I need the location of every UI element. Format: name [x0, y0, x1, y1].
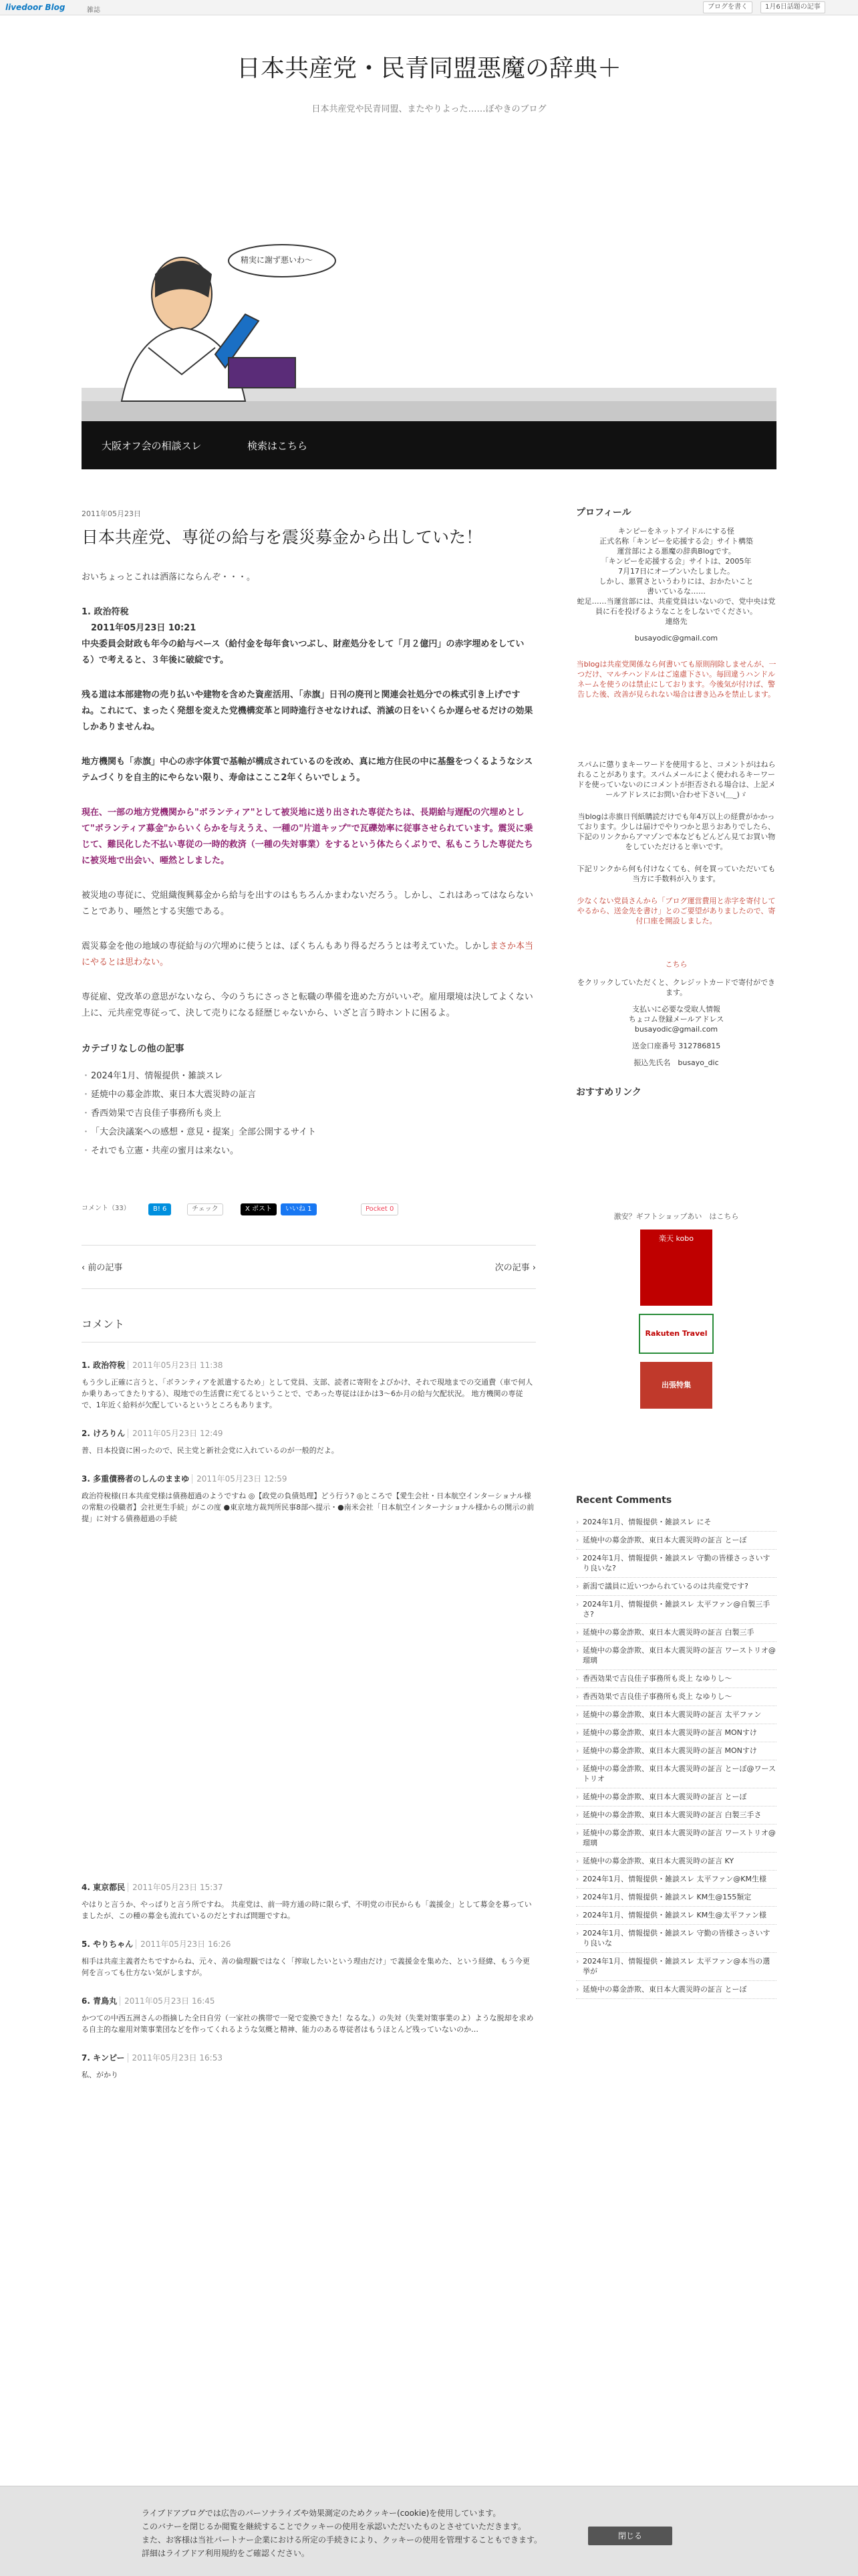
recent-comment-item[interactable]: › 延焼中の募金詐欺、東日本大震災時の証言 とーぼ@ワーストリオ	[576, 1760, 776, 1788]
check-button[interactable]: チェック	[187, 1203, 223, 1215]
related-item[interactable]: ・ 「大会決議案への感想・意見・提案」全部公開するサイト	[82, 1123, 536, 1142]
write-blog-button[interactable]: ブログを書く	[703, 1, 752, 13]
comment-author: 1. 政治符稅	[82, 1361, 126, 1370]
post-paragraph-6: 専従雇、党改革の意思がないなら、今のうちにさっさと転職の準備を進めた方がいいぞ。雇用環境は決してよくない上に、元共産党専従って、決して売りになる経歴じゃないから、いざと言う時ホントに困るよ。	[82, 992, 533, 1018]
business-trip-banner[interactable]: 出張特集	[640, 1362, 712, 1409]
recent-comment-item[interactable]: › 新潟で議員に近いつかられているのは共産党です?	[576, 1578, 776, 1596]
recent-comment-item[interactable]: › 延焼中の募金詐欺、東日本大震災時の証言 KY	[576, 1853, 776, 1871]
donation-info: 振込先氏名 busayo_dic	[633, 1058, 719, 1067]
comment-item	[82, 1360, 536, 1411]
profile-line: 書いているな……	[647, 587, 706, 596]
trending-button[interactable]: 1月6日話題の記事	[760, 1, 825, 13]
comment-text: 政治符稅様(日本共産党様は債務超過のようですね ◎【政党の負債処理】どう行う? ◎ところで【愛生会社・日本航空インターショナル様の常駐の役職者】会社更生手続」がこの度 ●東京地方裁判所民事8部へ提示・●南米会社「日本航空インターナショナル様からの開示の前提」に対する債務超過の手続	[82, 1492, 535, 1523]
profile-line: しかし、悪質さというわりには、おかたいこと	[599, 577, 754, 586]
recent-comment-item[interactable]: › 2024年1月、情報提供・雑談スレ 守勤の皆様さっさいすり良いな?	[576, 1550, 776, 1578]
comment-text: もう少し正確に言うと、「ボランティアを派遣するため」として党員、支部、読者に寄附をよびかけ、それで現地までの交通費（車で何人か乗りあってきたりする）、現地での生活費に充てるということで、であった専従はほかは3～6か月の給与欠配状況。 地方機関の専従で、1年近く給料が欠配しているというところもあります。	[82, 1378, 533, 1409]
comment-time[interactable]: 2011年05月23日 12:59	[192, 1474, 287, 1484]
cookie-line: また、お客様は当社パートナー企業における所定の手続きにより、クッキーの使用を管理することもできます。	[142, 2535, 543, 2545]
donation-info: 送金口座番号 312786815	[631, 1042, 721, 1050]
recent-comment-item[interactable]: › 2024年1月、情報提供・雑談スレ 守勤の皆様さっさいすり良いな	[576, 1925, 776, 1953]
cookie-consent-bar	[0, 2486, 858, 2576]
profile-line: 7月17日にオープンいたしました。	[617, 567, 734, 576]
rakuten-travel-banner[interactable]: Rakuten Travel	[639, 1314, 714, 1354]
recent-comment-item[interactable]: › 延焼中の募金詐欺、東日本大震災時の証言 とーぼ	[576, 1788, 776, 1806]
header-illustration	[82, 234, 776, 421]
comment-author: 3. 多重債務者のしんのままゆ	[82, 1474, 190, 1484]
comment-time[interactable]: 2011年05月23日 12:49	[128, 1429, 223, 1438]
recent-comment-item[interactable]: › 延焼中の募金詐欺、東日本大震災時の証言 とーぼ	[576, 1532, 776, 1550]
cookie-line: このバナーを閉じるか閲覧を継続することでクッキーの使用を承認いただいたものとさせていただきます。	[142, 2522, 527, 2531]
donation-link[interactable]: こちら	[665, 960, 688, 969]
comment-time[interactable]: 2011年05月23日 16:26	[136, 1940, 231, 1949]
comment-time[interactable]: 2011年05月23日 16:53	[128, 2053, 223, 2063]
post-paragraph-3: 現在、一部の地方党機関から"ボランティア"として被災地に送り出された専従たちは、長期給与遅配の穴埋めとして"ボランティア募金"からいくらかを与えうえ、一種の"片道キップ"で瓦礫効率に従事させられています。震災に乗じて、難民化した不払い専従の一時的救済（一種の失対事業）をするという体たらくぶりで、私もこうした専従たちに被災地で出会い、唖然としました。	[82, 808, 533, 866]
main-column	[82, 508, 536, 2081]
comment-author: 7. キンピー	[82, 2053, 125, 2063]
gift-shop-link[interactable]: 激安？ギフトショップあい はこちら	[613, 1212, 739, 1221]
top-bar	[0, 0, 858, 15]
share-bar	[82, 1201, 536, 1218]
global-nav	[82, 421, 776, 469]
prev-label: 前の記事	[88, 1263, 123, 1273]
post-body	[82, 570, 536, 1022]
related-articles	[82, 1042, 536, 1161]
recommended-links-heading: おすすめリンク	[576, 1087, 641, 1098]
recent-comment-item[interactable]: › 2024年1月、情報提供・雑談スレ 太平ファン@KM生様	[576, 1871, 776, 1889]
post-intro: おいちょっとこれは洒落にならんぞ・・・。	[82, 572, 256, 582]
profile-line: キンピーをネットアイドルにする怪	[617, 527, 735, 536]
site-title[interactable]: 日本共産党・民青同盟悪魔の辞典＋	[236, 55, 621, 82]
nav-item-osaka-offkai[interactable]: 大阪オフ会の相談スレ	[102, 440, 202, 452]
recent-comment-item[interactable]: › 2024年1月、情報提供・雑談スレ KM生@太平ファン様	[576, 1907, 776, 1925]
comment-author: 6. 青鳥丸	[82, 1996, 118, 2006]
next-post-link[interactable]: 次の記事 ›	[494, 1263, 536, 1273]
comment-text: 私、がかり	[82, 2071, 118, 2079]
related-item[interactable]: ・ 延焼中の募金詐欺、東日本大震災時の証言	[82, 1086, 536, 1104]
recent-comment-item[interactable]: › 延焼中の募金詐欺、東日本大震災時の証言 MONすけ	[576, 1742, 776, 1760]
cookie-close-button[interactable]: 閉じる	[588, 2527, 672, 2545]
donation-info: busayodic@gmail.com	[634, 1025, 718, 1034]
comment-author: 4. 東京都民	[82, 1883, 126, 1892]
profile-line: 蛇足……当運営部には、共産党員はいないので、党中央は党員に石を投げるようなことをしないでください。	[577, 597, 776, 616]
comment-count[interactable]: コメント（33）	[82, 1205, 130, 1212]
comment-author: 5. やりちゃん	[82, 1940, 134, 1949]
post-date: 2011年05月23日	[82, 509, 141, 518]
comment-time[interactable]: 2011年05月23日 15:37	[128, 1883, 223, 1892]
recent-comment-item[interactable]: › 延焼中の募金詐欺、東日本大震災時の証言 ワーストリオ@瑠璃	[576, 1642, 776, 1670]
x-post-button[interactable]: X ポスト	[241, 1203, 277, 1215]
prev-post-link[interactable]: ‹ 前の記事	[82, 1263, 123, 1273]
cookie-text	[142, 2506, 556, 2560]
spam-notice: スパムに懲りまキーワードを使用すると、コメントがはねられることがあります。スパムメールによく使われるキーワードを使っていないのにコメントが拒否される場合は、上記メールアドレスにお問い合わせ下さい(＿_)ゞ	[577, 760, 776, 799]
donation-info: 支払いに必要な受取人情報	[632, 1005, 720, 1014]
related-item[interactable]: ・ それでも立憲・共産の蜜月は来ない。	[82, 1142, 536, 1161]
comment-item	[82, 1428, 536, 1456]
cookie-line[interactable]: 詳細はライブドア利用規約をご確認ください。	[142, 2549, 309, 2558]
donation-notice: 少なくない党員さんから「ブログ運営費用と赤字を寄付してやるから、送金先を書け」とのご要望がありましたので、寄付口座を開設しました。	[577, 897, 776, 925]
recent-comment-item[interactable]: › 延焼中の募金詐欺、東日本大震災時の証言 MONすけ	[576, 1724, 776, 1742]
comment-time[interactable]: 2011年05月23日 16:45	[120, 1996, 214, 2006]
comment-text: やはりと言うか、やっぱりと言う所ですね。 共産党は、前一時方通の時に限らず、不明党の市民からも「義援金」として募金を募っていましたが、この種の募金も流れているのだとすれば問題ですね。	[82, 1900, 532, 1920]
header-image	[82, 234, 776, 421]
cookie-line: ライブドアブログでは広告のパーソナライズや効果測定のためクッキー(cookie)を使用しています。	[142, 2508, 501, 2518]
comment-text: 普、日本投資に困ったので、民主党と新社会党に入れているのが一般的だよ。	[82, 1446, 339, 1455]
quote-head: 1. 政治符稅	[82, 607, 129, 617]
comment-time[interactable]: 2011年05月23日 11:38	[128, 1361, 223, 1370]
livedoor-logo[interactable]: livedoor Blog	[5, 3, 65, 12]
profile-text	[576, 526, 776, 643]
quote-date: 2011年05月23日 10:21	[91, 623, 196, 633]
post-paragraph-2: 地方機関も「赤旗」中心の赤字体質で基軸が構成されているのを改め、真に地方住民の中に基盤をつくるようなシステムづくりを自主的にやらない限り、寿命はこここ2年くらいでしょう。	[82, 757, 533, 783]
comment-text: かつての中西五洲さんの指摘した全日自労（一家社の携帯で一発で変換できた！なるな。）の失対（失業対策事業のよ）ような脱却を求める自主的な雇用対策事業団などを作ってくれるような気概と精神、能力のある専従者はもうほとんど残っていないのか…	[82, 2014, 534, 2034]
profile-line: 「キンピーを応援する会」サイトは、2005年	[601, 557, 752, 566]
donation-info: をクリックしていただくと、クレジットカードで寄付ができます。	[577, 978, 775, 997]
speech-bubble-text: 精実に謝ず悪いわ～	[241, 255, 313, 265]
comment-item	[82, 1474, 536, 1865]
related-heading: カテゴリなしの他の記事	[82, 1044, 184, 1054]
recent-comment-item[interactable]: › 香西効果で吉良佳子事務所も炎上 なゆりし～	[576, 1688, 776, 1706]
topbar-link[interactable]: 雑誌	[87, 7, 100, 14]
comment-item	[82, 1996, 536, 2035]
support-notice: 当blogは赤旗日刊紙購読だけでも年4万以上の経費がかかっております。少しは届けでやりつかと思うおありでしたら、下記のリンクからアマゾンで本などもどんどん見てお買い物をしていただけると幸いです。	[577, 812, 776, 851]
hatena-bookmark-button[interactable]: B! 6	[148, 1203, 171, 1215]
post-paragraph-5	[82, 939, 536, 971]
profile-line: 運営部による悪魔の辞典Blogです。	[617, 547, 736, 556]
post-pager	[82, 1245, 536, 1289]
post-paragraph-4: 被災地の専従に、党組織復興募金から給与を出すのはもちろんかまわないだろう。しかし、これはあってはならないことであり、唖然とする実態である。	[82, 891, 533, 917]
recent-comments-heading: Recent Comments	[576, 1495, 672, 1506]
comments-heading: コメント	[82, 1316, 536, 1342]
comment-item	[82, 1939, 536, 1978]
support-notice-2: 下記リンクから何も付けなくても、何を買っていただいても当方に手数料が入ります。	[577, 864, 776, 883]
post-paragraph-5b: まさか本当にやるとは思わない。	[82, 941, 534, 967]
facebook-like-button[interactable]: いいね 1	[281, 1203, 317, 1215]
post-quote	[82, 604, 536, 669]
post-title[interactable]: 日本共産党、専従の給与を震災募金から出していた！	[82, 528, 483, 547]
nav-item-search[interactable]: 検索はこちら	[247, 440, 308, 452]
quote-body: 中央委員会財政も年今の給与ベース（給付金を毎年食いつぶし、財産処分をして「月２億円」の赤字埋めをしている）で考えると、３年後に破綻です。	[82, 639, 525, 665]
recent-comment-item[interactable]: › 延焼中の募金詐欺、東日本大震災時の証言 太平ファン	[576, 1706, 776, 1724]
pocket-button[interactable]: Pocket 0	[361, 1203, 398, 1215]
comment-item	[82, 2053, 536, 2081]
recent-comment-item[interactable]: › 延焼中の募金詐欺、東日本大震災時の証言 ワーストリオ@瑠璃	[576, 1825, 776, 1853]
donation-info: ちょコム登録メールアドレス	[628, 1015, 724, 1024]
post-paragraph-5a: 震災募金を他の地域の専従給与の穴埋めに使うとは、ぼくちんもあり得るだろうとは考えていた。しかし	[82, 941, 490, 951]
recent-comment-item[interactable]: › 延焼中の募金詐欺、東日本大震災時の証言 白製三手	[576, 1624, 776, 1642]
comment-author: 2. けろりん	[82, 1429, 126, 1438]
recent-comment-item[interactable]: › 延焼中の募金詐欺、東日本大震災時の証言 白製三手さ	[576, 1806, 776, 1825]
comment-text: 相手は共産主義者たちですからね、元々、善の倫理観ではなく「搾取したいという理由だけ」で義援金を集めた、という経緯、もう今更何を言っても仕方ない気がしますが。	[82, 1957, 530, 1977]
next-label: 次の記事	[494, 1263, 530, 1273]
recent-comment-item[interactable]: › 香西効果で吉良佳子事務所も炎上 なゆりし～	[576, 1670, 776, 1688]
rakuten-kobo-banner[interactable]: 楽天 kobo	[640, 1230, 712, 1306]
related-item[interactable]: ・ 2024年1月、情報提供・雑談スレ	[82, 1067, 536, 1086]
recent-comment-item[interactable]: › 2024年1月、情報提供・雑談スレ KM生@155類定	[576, 1889, 776, 1907]
recent-comment-item[interactable]: › 2024年1月、情報提供・雑談スレ 太平ファン@本当の選挙が	[576, 1953, 776, 1981]
post-paragraph-1: 残る道は本部建物の売り払いや建物を含めた資産活用、「赤旗」日刊の廃刊と関連会社処分での株式引き上げですね。これにて、まったく発想を変えた党機構変革と同時進行させなければ、消滅の日をいくらか遅らせるだけの効果しかありませんね。	[82, 690, 533, 732]
sidebar	[576, 508, 776, 1999]
profile-line: 連絡先	[665, 617, 688, 626]
contact-email[interactable]: busayodic@gmail.com	[634, 634, 718, 642]
rules-notice: 当blogは共産党関係なら何書いても原則削除しませんが、一つだけ、マルチハンドルはご遠慮下さい。毎回違うハンドルネームを使うのは禁止にしております。今後気が付けば、警告した後、改善が見られない場合は書き込みを禁止します。	[576, 660, 776, 699]
recent-comments-list	[576, 1514, 776, 1999]
recent-comment-item[interactable]: › 延焼中の募金詐欺、東日本大震災時の証言 とーぼ	[576, 1981, 776, 1999]
site-description: 日本共産党や民青同盟、またやりよった……ぼやきのブログ	[311, 104, 547, 114]
comment-item	[82, 1882, 536, 1921]
recent-comment-item[interactable]: › 2024年1月、情報提供・雑談スレ にそ	[576, 1514, 776, 1532]
profile-heading: プロフィール	[576, 507, 631, 518]
profile-line: 正式名称「キンピーを応援する会」サイト構築	[599, 537, 753, 546]
recent-comment-item[interactable]: › 2024年1月、情報提供・雑談スレ 太平ファン@自製三手さ?	[576, 1596, 776, 1624]
related-item[interactable]: ・ 香西効果で吉良佳子事務所も炎上	[82, 1104, 536, 1123]
